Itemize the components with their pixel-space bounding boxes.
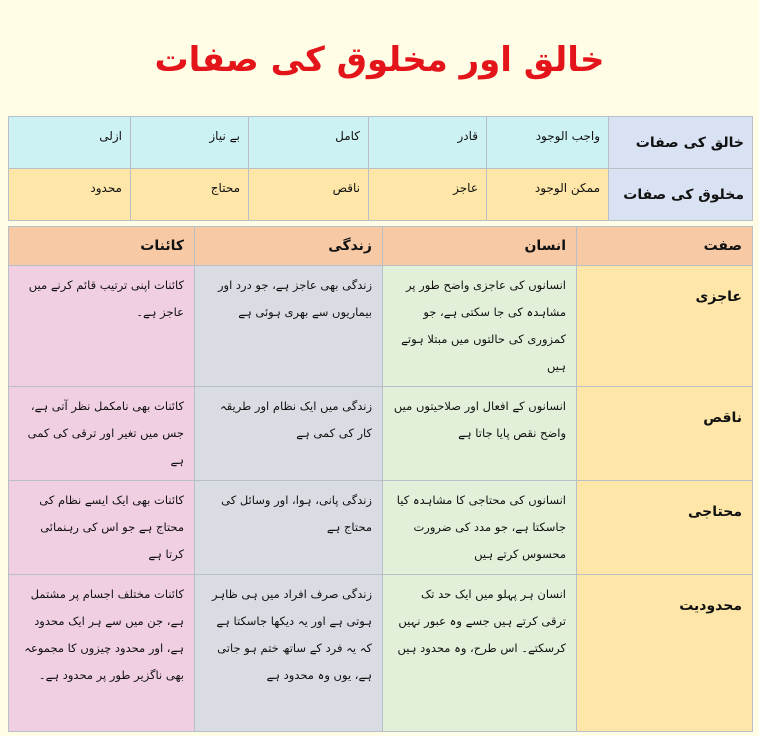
header-human: انسان xyxy=(383,227,577,266)
creation-attributes-row xyxy=(9,169,753,221)
attribute-cell: عاجز xyxy=(369,169,487,221)
table-row xyxy=(9,481,753,575)
attribute-cell: ناقص xyxy=(249,169,369,221)
attribute-name: ناقص xyxy=(577,387,753,481)
life-cell: زندگی صرف افراد میں ہی ظاہر ہوتی ہے اور یہ دیکھا جاسکتا ہے کہ یہ فرد کے ساتھ ختم ہو جاتی ہے، یوں وہ محدود ہے xyxy=(195,575,383,732)
universe-cell: کائنات بھی ایک ایسے نظام کی محتاج ہے جو اس کی رہنمائی کرتا ہے xyxy=(9,481,195,575)
creator-attributes-row xyxy=(9,117,753,169)
attribute-name: محدودیت xyxy=(577,575,753,732)
table-row xyxy=(9,387,753,481)
header-life: زندگی xyxy=(195,227,383,266)
human-cell: انسانوں کی محتاجی کا مشاہدہ کیا جاسکتا ہے، جو مدد کی ضرورت محسوس کرتے ہیں xyxy=(383,481,577,575)
life-cell: زندگی بھی عاجز ہے، جو درد اور بیماریوں سے بھری ہوئی ہے xyxy=(195,266,383,387)
attribute-cell: بے نیاز xyxy=(131,117,249,169)
universe-cell: کائنات مختلف اجسام پر مشتمل ہے، جن میں سے ہر ایک محدود ہے، اور محدود چیزوں کا مجموعہ بھی ناگزیر طور پر محدود ہے۔ xyxy=(9,575,195,732)
attribute-name: محتاجی xyxy=(577,481,753,575)
universe-cell: کائنات اپنی ترتیب قائم کرنے میں عاجز ہے۔ xyxy=(9,266,195,387)
attribute-cell: کامل xyxy=(249,117,369,169)
attribute-cell: واجب الوجود xyxy=(487,117,609,169)
attribute-cell: قادر xyxy=(369,117,487,169)
attribute-name: عاجزی xyxy=(577,266,753,387)
human-cell: انسانوں کے افعال اور صلاحیتوں میں واضح نقص پایا جاتا ہے xyxy=(383,387,577,481)
attribute-cell: محدود xyxy=(9,169,131,221)
universe-cell: کائنات بھی نامکمل نظر آتی ہے، جس میں تغیر اور ترقی کی کمی ہے xyxy=(9,387,195,481)
attribute-cell: ازلی xyxy=(9,117,131,169)
comparison-header-row xyxy=(9,227,753,266)
attributes-table xyxy=(8,116,753,221)
human-cell: انسانوں کی عاجزی واضح طور پر مشاہدہ کی جا سکتی ہے، جو کمزوری کی حالتوں میں مبتلا ہوتے ہیں xyxy=(383,266,577,387)
attribute-cell: ممکن الوجود xyxy=(487,169,609,221)
creation-attributes-label: مخلوق کی صفات xyxy=(609,169,753,221)
life-cell: زندگی میں ایک نظام اور طریقہ کار کی کمی ہے xyxy=(195,387,383,481)
table-row xyxy=(9,266,753,387)
creator-attributes-label: خالق کی صفات xyxy=(609,117,753,169)
human-cell: انسان ہر پہلو میں ایک حد تک ترقی کرتے ہیں جسے وہ عبور نہیں کرسکتے۔ اس طرح، وہ محدود ہیں xyxy=(383,575,577,732)
page-title: خالق اور مخلوق کی صفات xyxy=(154,40,605,80)
attribute-cell: محتاج xyxy=(131,169,249,221)
table-row xyxy=(9,575,753,732)
header-attribute: صفت xyxy=(577,227,753,266)
life-cell: زندگی پانی، ہوا، اور وسائل کی محتاج ہے xyxy=(195,481,383,575)
comparison-table xyxy=(8,226,753,732)
header-universe: کائنات xyxy=(9,227,195,266)
